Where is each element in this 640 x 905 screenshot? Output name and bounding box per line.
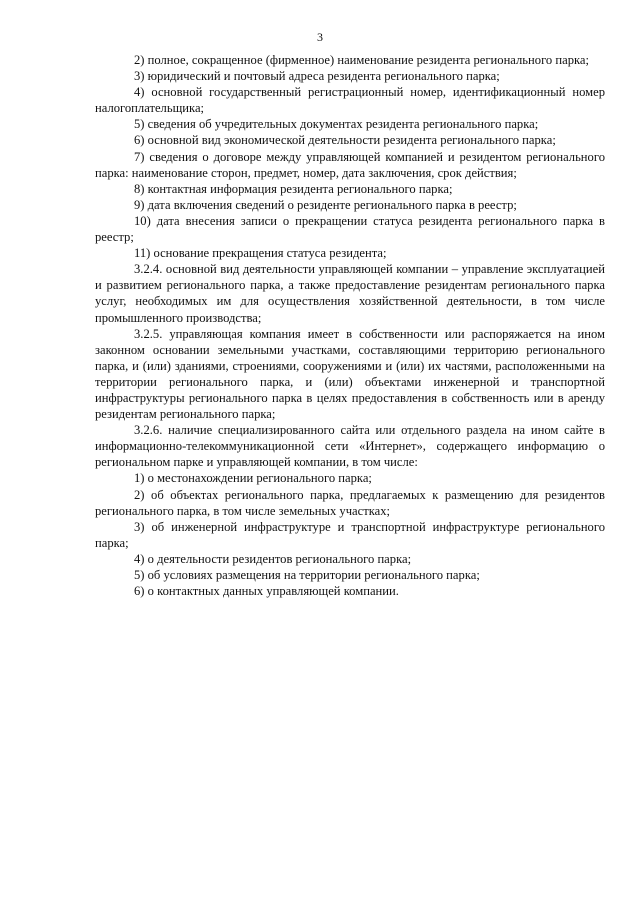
sublist-item-location: 1) о местонахождении регионального парка;	[134, 471, 372, 486]
list-item-registry-termination-date: 10) дата внесения записи о прекращении статуса резидента регионального парка в реестр;	[95, 213, 605, 245]
sublist-item-objects: 2) об объектах регионального парка, предлагаемых к размещению для резидентов регионального парка, в том числе земельных участках;	[95, 487, 605, 518]
list-item-termination-basis: 11) основание прекращения статуса резидента;	[134, 246, 387, 261]
list-item-agreement: 7) сведения о договоре между управляющей компанией и резидентом регионального парка: наименование сторон, предмет, номер, дата заключения, срок действия;	[95, 149, 605, 180]
sublist-item-infrastructure: 3) об инженерной инфраструктуре и транспортной инфраструктуре регионального парка;	[95, 519, 605, 550]
sublist-item-placement-conditions: 5) об условиях размещения на территории регионального парка;	[134, 568, 480, 582]
sublist-item-residents-activity: 4) о деятельности резидентов регионального парка;	[134, 551, 412, 566]
list-item-full-name: 2) полное, сокращенное (фирменное) наименование резидента регионального парка;	[134, 53, 590, 67]
list-item-contacts: 8) контактная информация резидента регионального парка;	[134, 181, 453, 196]
clause-3-2-5: 3.2.5. управляющая компания имеет в собственности или распоряжается на ином законном основании земельными участками, составляющими территорию регионального парка, и (или) зданиями, строениями, сооружениями и (или) их частями, расположенными на территории регионального парка, и (или) объектами инженерной и транспортной инфраструктуры регионального парка в целях предоставления в собственность или в аренду резидентам регионального парка;	[95, 326, 605, 422]
clause-3-2-6: 3.2.6. наличие специализированного сайта или отдельного раздела на ином сайте в информационно-телекоммуникационной сети «Интернет», содержащего информацию о региональном парке и управляющей компании, в том числе:	[95, 423, 605, 470]
page-number: 3	[317, 30, 323, 44]
document-body	[95, 52, 605, 599]
list-item-addresses: 3) юридический и почтовый адреса резидента регионального парка;	[134, 69, 500, 84]
list-item-main-activity: 6) основной вид экономической деятельности резидента регионального парка;	[134, 133, 556, 148]
list-item-founding-documents: 5) сведения об учредительных документах резидента регионального парка;	[134, 117, 539, 132]
sublist-item-company-contacts: 6) о контактных данных управляющей компании.	[134, 584, 399, 599]
clause-3-2-4: 3.2.4. основной вид деятельности управляющей компании – управление эксплуатацией и развитием регионального парка, а также предоставление резидентам регионального парка услуг, необходимых им для осуществления хозяйственной деятельности, в том числе промышленного производства;	[95, 262, 605, 325]
list-item-registry-inclusion-date: 9) дата включения сведений о резиденте регионального парка в реестр;	[134, 197, 517, 212]
list-item-registration-number: 4) основной государственный регистрационный номер, идентификационный номер налогоплательщика;	[95, 85, 605, 116]
